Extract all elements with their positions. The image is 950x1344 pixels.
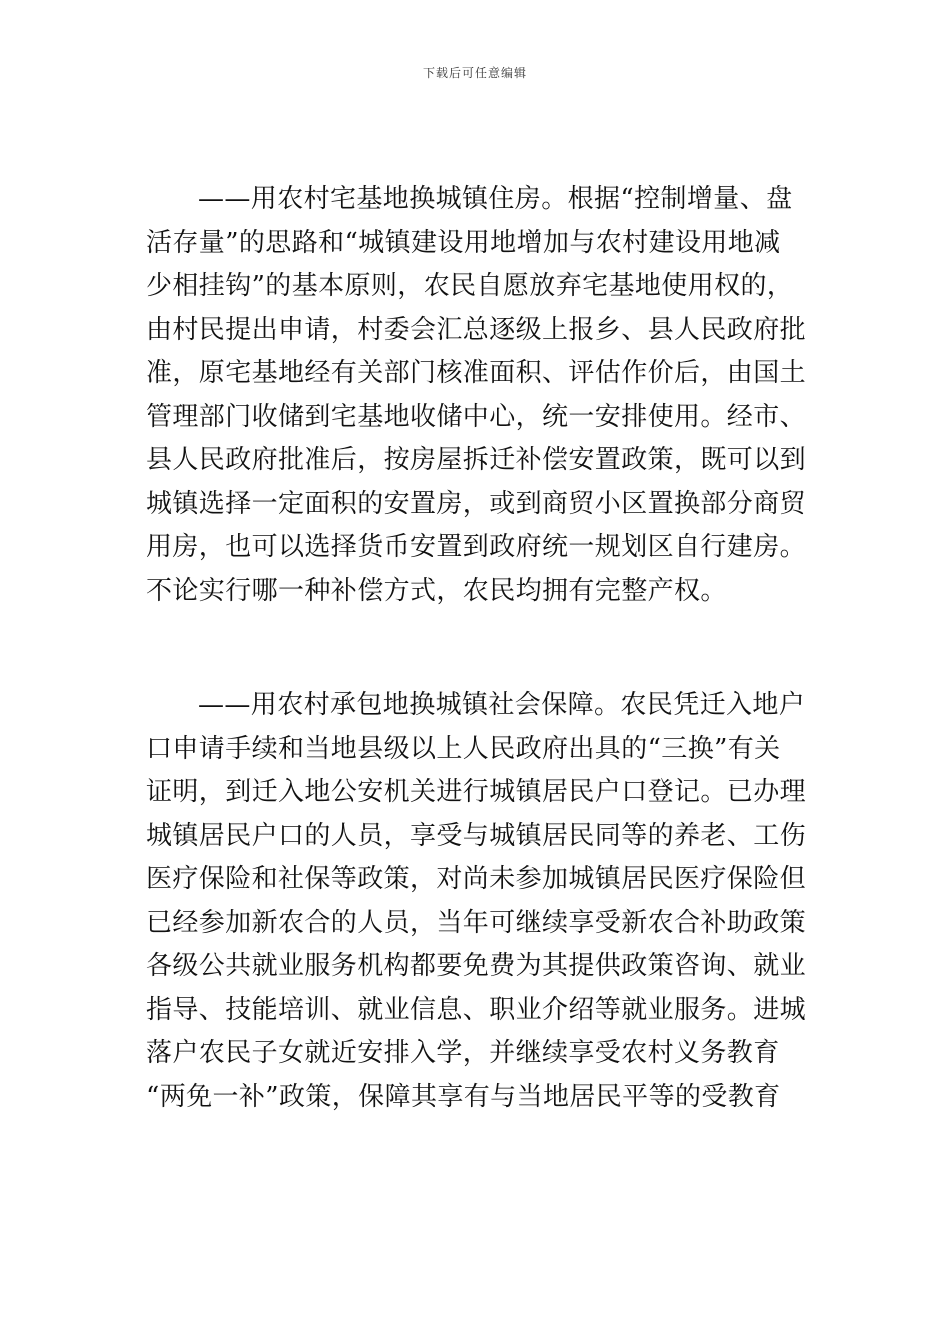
paragraph-line: 各级公共就业服务机构都要免费为其提供政策咨询、就业 <box>146 951 807 981</box>
paragraph-line: 落户农民子女就近安排入学，并继续享受农村义务教育 <box>146 1038 780 1068</box>
paragraph-line: 指导、技能培训、就业信息、职业介绍等就业服务。进城 <box>146 994 807 1025</box>
paragraph-line: 由村民提出申请，村委会汇总逐级上报乡、县人民政府批 <box>146 314 807 345</box>
page-header: 下载后可任意编辑 <box>422 66 527 80</box>
paragraph-line: 已经参加新农合的人员，当年可继续享受新农合补助政策 <box>146 907 807 938</box>
paragraph-line: ——用农村宅基地换城镇住房。根据“控制增量、盘 <box>198 184 793 214</box>
paragraph-line: 不论实行哪一种补偿方式，农民均拥有完整产权。 <box>146 575 727 606</box>
document-body <box>146 178 810 1119</box>
paragraph-line: ——用农村承包地换城镇社会保障。农民凭迁入地户 <box>198 690 806 720</box>
paragraph-line: 城镇居民户口的人员，享受与城镇居民同等的养老、工伤 <box>146 820 807 851</box>
paragraph-line: “两免一补”政策，保障其享有与当地居民平等的受教育 <box>146 1081 781 1112</box>
paragraph-line: 证明，到迁入地公安机关进行城镇居民户口登记。已办理 <box>146 777 807 807</box>
paragraph-social-security <box>146 684 810 1119</box>
paragraph-line: 县人民政府批准后，按房屋拆迁补偿安置政策，既可以到 <box>146 445 807 475</box>
paragraph-line: 医疗保险和社保等政策，对尚未参加城镇居民医疗保险但 <box>146 864 807 894</box>
paragraph-rural-homestead <box>146 178 810 613</box>
paragraph-line: 口申请手续和当地县级以上人民政府出具的“三换”有关 <box>146 733 781 764</box>
paragraph-line: 活存量”的思路和“城镇建设用地增加与农村建设用地减 <box>146 227 781 258</box>
paragraph-line: 城镇选择一定面积的安置房，或到商贸小区置换部分商贸 <box>146 488 807 519</box>
paragraph-line: 用房，也可以选择货币安置到政府统一规划区自行建房。 <box>146 532 807 562</box>
paragraph-line: 准，原宅基地经有关部门核准面积、评估作价后，由国土 <box>146 358 807 388</box>
paragraph-line: 管理部门收储到宅基地收储中心，统一安排使用。经市、 <box>146 401 807 432</box>
paragraph-line: 少相挂钩”的基本原则，农民自愿放弃宅基地使用权的， <box>146 271 794 301</box>
